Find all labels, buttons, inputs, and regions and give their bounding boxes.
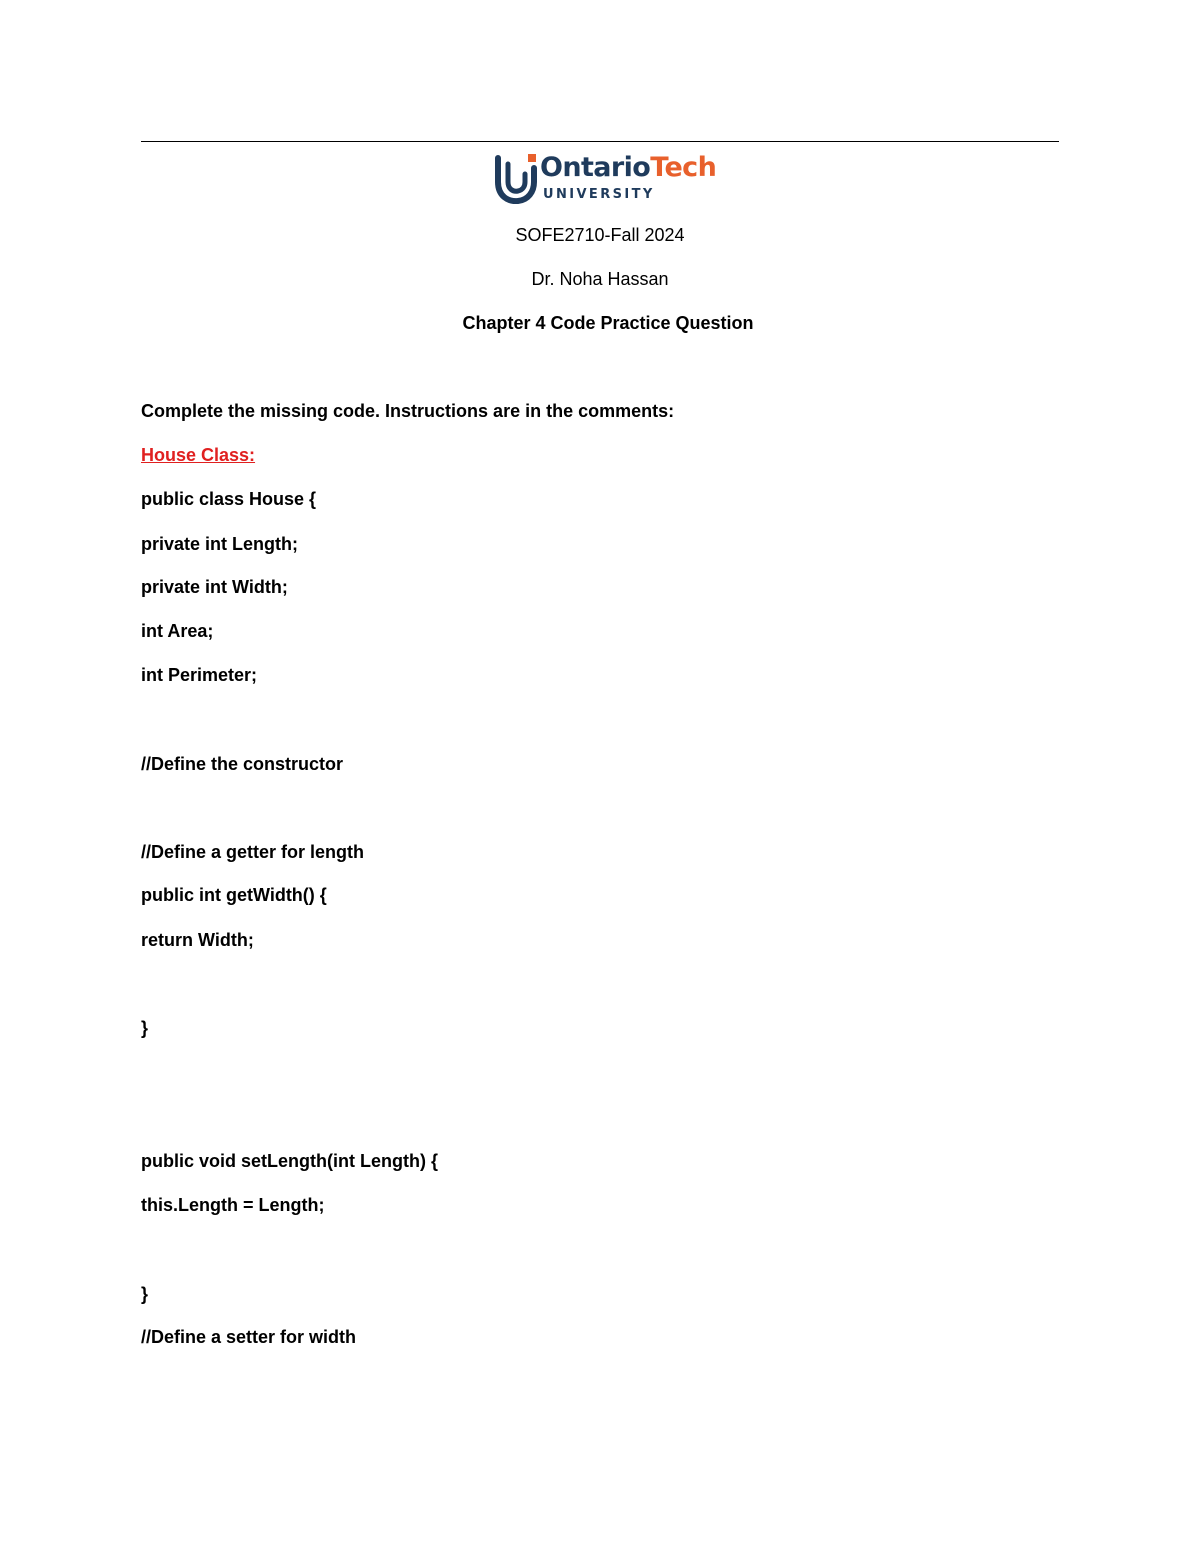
code-line: } (141, 1018, 149, 1038)
section-label: House Class: (141, 445, 256, 465)
ontario-tech-logo-icon (492, 152, 538, 204)
code-line: int Perimeter; (141, 665, 258, 685)
code-line: } (141, 1284, 149, 1304)
instructor-name: Dr. Noha Hassan (531, 269, 669, 289)
university-logo (492, 150, 717, 208)
instruction-text: Complete the missing code. Instructions are in the comments: (141, 401, 675, 421)
code-line: public class House { (141, 489, 317, 509)
code-line: this.Length = Length; (141, 1195, 325, 1215)
logo-wordmark (540, 153, 716, 183)
logo-word-primary: Ontario (540, 152, 651, 183)
code-line: private int Length; (141, 534, 298, 554)
code-comment: //Define the constructor (141, 754, 344, 774)
code-line: public int getWidth() { (141, 885, 327, 905)
course-code: SOFE2710-Fall 2024 (515, 225, 685, 245)
code-line: public void setLength(int Length) { (141, 1151, 438, 1171)
code-comment: //Define a getter for length (141, 842, 365, 862)
document-title: Chapter 4 Code Practice Question (462, 313, 754, 333)
logo-word-accent: Tech (650, 152, 717, 183)
code-line: return Width; (141, 930, 254, 950)
header-rule (141, 141, 1059, 142)
code-line: private int Width; (141, 577, 288, 597)
logo-subtitle: UNIVERSITY (543, 187, 655, 202)
code-comment: //Define a setter for width (141, 1327, 357, 1347)
code-line: int Area; (141, 621, 214, 641)
